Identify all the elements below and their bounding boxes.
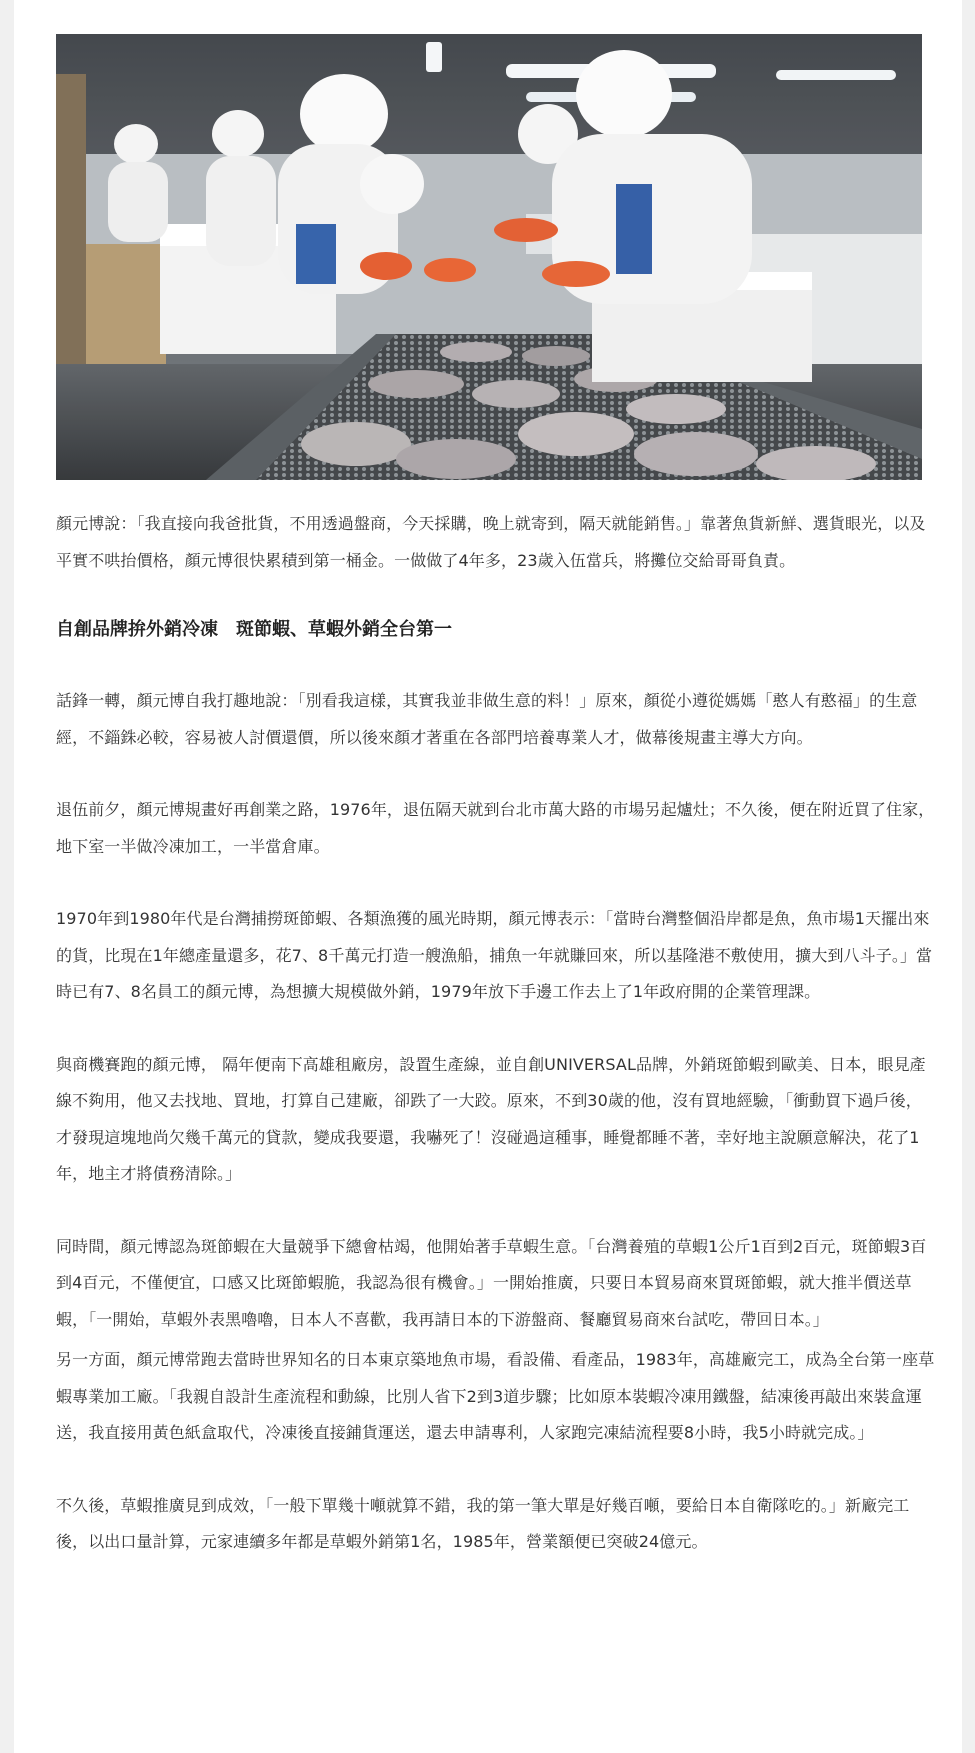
article-photo [56,34,922,480]
paragraph-7: 另一方面，顏元博常跑去當時世界知名的日本東京築地魚市場，看設備、看產品，1983年，高雄廠完工，成為全台第一座草蝦專業加工廠。「我親自設計生產流程和動線，比別人省下2到3道步驟；比如原本裝蝦冷凍用鐵盤，結凍後再敲出來裝盒運送，我直接用黃色紙盒取代，冷凍後直接鋪貨運送，還去申請專利，人家跑完凍結流程要8小時，我5小時就完成。」 [56,1350,935,1442]
article-body [56,506,936,1561]
processing-line-illustration [56,34,922,480]
paragraph-1: 顏元博說：「我直接向我爸批貨，不用透過盤商，今天採購，晚上就寄到，隔天就能銷售。」靠著魚貨新鮮、選貨眼光，以及平實不哄抬價格，顏元博很快累積到第一桶金。一做做了4年多，23歲入伍當兵，將攤位交給哥哥負責。 [56,514,926,570]
section-heading: 自創品牌拚外銷冷凍 斑節蝦、草蝦外銷全台第一 [56,619,452,640]
paragraph-6: 同時間，顏元博認為斑節蝦在大量競爭下總會枯竭，他開始著手草蝦生意。「台灣養殖的草蝦1公斤1百到2百元，斑節蝦3百到4百元，不僅便宜，口感又比斑節蝦脆，我認為很有機會。」一開始推廣，只要日本貿易商來買斑節蝦，就大推半價送草蝦，「一開始，草蝦外表黑嚕嚕，日本人不喜歡，我再請日本的下游盤商、餐廳貿易商來台試吃，帶回日本。」 [56,1236,927,1329]
paragraph-5: 與商機賽跑的顏元博， 隔年便南下高雄租廠房，設置生產線，並自創UNIVERSAL品牌，外銷斑節蝦到歐美、日本，眼見產線不夠用，他又去找地、買地，打算自己建廠，卻跌了一大跤。原來，不到30歲的他，沒有買地經驗，「衝動買下過戶後，才發現這塊地尚欠幾千萬元的貸款，變成我要還，我嚇死了！沒碰過這種事，睡覺都睡不著，幸好地主說願意解決，花了1年，地主才將債務清除。」 [56,1054,926,1183]
paragraph-4: 1970年到1980年代是台灣捕撈斑節蝦、各類漁獲的風光時期，顏元博表示：「當時台灣整個沿岸都是魚，魚市場1天擺出來的貨，比現在1年總產量還多，花7、8千萬元打造一艘漁船，捕魚一年就賺回來，所以基隆港不敷使用，擴大到八斗子。」當時已有7、8名員工的顏元博，為想擴大規模做外銷，1979年放下手邊工作去上了1年政府開的企業管理課。 [56,909,933,1001]
paragraph-8: 不久後，草蝦推廣見到成效，「一般下單幾十噸就算不錯，我的第一筆大單是好幾百噸，要給日本自衛隊吃的。」新廠完工後，以出口量計算，元家連續多年都是草蝦外銷第1名，1985年，營業額便已突破24億元。 [56,1495,910,1551]
article-page [14,0,962,1753]
paragraph-3: 退伍前夕，顏元博規畫好再創業之路，1976年，退伍隔天就到台北市萬大路的市場另起爐灶；不久後，便在附近買了住家，地下室一半做冷凍加工，一半當倉庫。 [56,800,935,856]
paragraph-2: 話鋒一轉，顏元博自我打趣地說：「別看我這樣，其實我並非做生意的料！」原來，顏從小遵從媽媽「憨人有憨福」的生意經，不錙銖必較，容易被人討價還價，所以後來顏才著重在各部門培養專業人才，做幕後規畫主導大方向。 [56,691,918,747]
